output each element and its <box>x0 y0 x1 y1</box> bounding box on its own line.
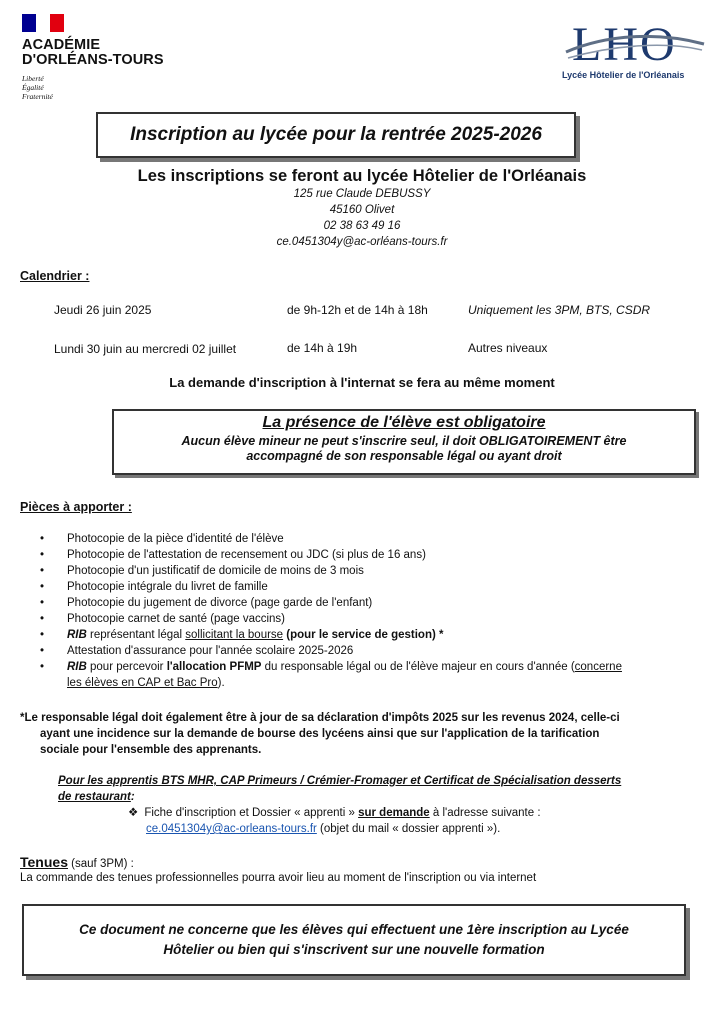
calendar-hours: de 14h à 19h <box>287 341 358 355</box>
list-item: • Photocopie intégrale du livret de famille <box>40 579 680 595</box>
tenues-body: La commande des tenues professionnelles pourra avoir lieu au moment de l'inscription ou via internet <box>20 872 537 884</box>
calendar-date: Lundi 30 juin au mercredi 02 juillet <box>54 342 237 356</box>
apprentis-heading: Pour les apprentis BTS MHR, CAP Primeurs / Crémier-Fromager et Certificat de Spécialisation desserts de restaurant: <box>58 775 622 803</box>
final-notice-box: Ce document ne concerne que les élèves qui effectuent une 1ère inscription au Lycée Hôtelier ou bien qui s'inscrivent sur une nouvelle formation <box>22 904 686 976</box>
presence-line2: accompagné de son responsable légal ou ayant droit <box>246 449 562 463</box>
list-item: • Photocopie d'un justificatif de domicile de moins de 3 mois <box>40 563 680 579</box>
address-city: 45160 Olivet <box>329 204 395 216</box>
list-item: • Photocopie carnet de santé (page vaccins) <box>40 611 680 627</box>
subtitle: Les inscriptions se feront au lycée Hôtelier de l'Orléanais <box>137 167 587 185</box>
address-email: ce.0451304y@ac-orléans-tours.fr <box>276 236 448 248</box>
page-title: Inscription au lycée pour la rentrée 2025-2026 <box>96 112 576 158</box>
list-item: • Photocopie de la pièce d'identité de l'élève <box>40 531 680 547</box>
tenues-heading: Tenues (sauf 3PM) : <box>20 854 134 870</box>
calendar-note: Uniquement les 3PM, BTS, CSDR <box>468 303 651 317</box>
calendar-note: Autres niveaux <box>468 341 548 355</box>
republic-motto: Liberté Égalité Fraternité <box>22 74 53 101</box>
address-phone: 02 38 63 49 16 <box>323 220 401 232</box>
presence-title: La présence de l'élève est obligatoire <box>262 414 546 431</box>
apprentis-fiche: ❖ Fiche d'inscription et Dossier « apprenti » sur demande à l'adresse suivante : ce.0451304y@ac-orleans-tours.fr (objet du mail « dossier apprenti »). <box>128 807 541 835</box>
pieces-list <box>40 531 680 691</box>
list-item: • Photocopie de l'attestation de recensement ou JDC (si plus de 16 ans) <box>40 547 680 563</box>
calendar-date: Jeudi 26 juin 2025 <box>54 303 152 317</box>
presence-box <box>112 409 696 475</box>
apprentis-email-link[interactable]: ce.0451304y@ac-orleans-tours.fr <box>146 823 317 835</box>
list-item-rib-pfmp: • RIB pour percevoir l'allocation PFMP du responsable légal ou de l'élève majeur en cours d'année (concerne les élèves en CAP et Bac Pro). <box>40 659 680 691</box>
logo-subtitle: Lycée Hôtelier de l'Orléanais <box>562 70 685 80</box>
address-street: 125 rue Claude DEBUSSY <box>293 188 431 200</box>
list-item-rib: • RIB représentant légal sollicitant la bourse (pour le service de gestion) * <box>40 627 680 643</box>
list-item: • Attestation d'assurance pour l'année scolaire 2025-2026 <box>40 643 680 659</box>
calendar-heading: Calendrier : <box>20 269 90 283</box>
list-item: • Photocopie du jugement de divorce (page garde de l'enfant) <box>40 595 680 611</box>
logo-text: LHO <box>572 18 677 71</box>
presence-line1: Aucun élève mineur ne peut s'inscrire seul, il doit OBLIGATOIREMENT être <box>181 434 627 448</box>
academy-name: ACADÉMIE D'ORLÉANS-TOURS <box>22 37 164 68</box>
tax-note: *Le responsable légal doit également être à jour de sa déclaration d'impôts 2025 sur les revenus 2024, celle-ci ayant une incidence sur la demande de bourse des lycéens ainsi que sur l'application de la tarification sociale pour l'ensemble des apprenants. <box>20 712 620 756</box>
diamond-bullet-icon: ❖ <box>128 807 139 819</box>
calendar-hours: de 9h-12h et de 14h à 18h <box>287 303 428 317</box>
french-flag-icon <box>22 14 64 32</box>
internat-notice: La demande d'inscription à l'internat se fera au même moment <box>169 375 555 390</box>
pieces-heading: Pièces à apporter : <box>20 500 132 514</box>
